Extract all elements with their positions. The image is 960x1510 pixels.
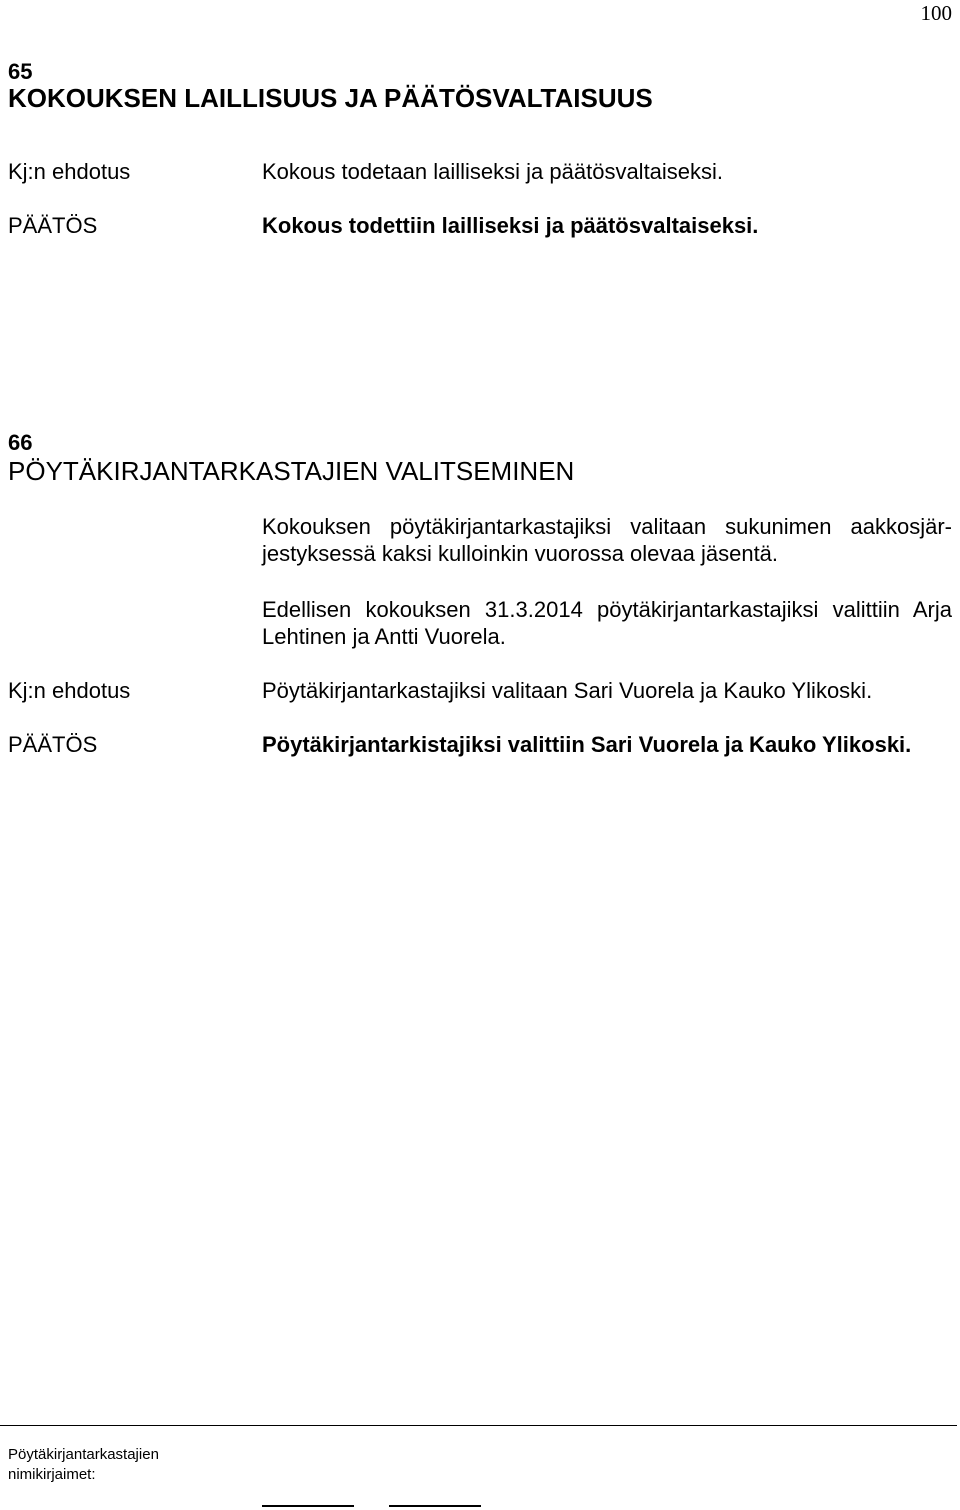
section-65-proposal-label: Kj:n ehdotus [8, 159, 131, 184]
section-66-proposal-text: Pöytäkirjantarkastajiksi valitaan Sari Vuorela ja Kauko Ylikoski. [262, 678, 873, 703]
footer-divider [0, 1425, 957, 1426]
section-66-number: 66 [8, 430, 33, 455]
section-66-paragraph-1: Kokouksen pöytäkirjantarkastajiksi valitaan sukunimen aakkosjärjestyksessä kaksi kulloinkin vuorossa olevaa jäsentä. [262, 514, 952, 566]
section-66-paragraph-2: Edellisen kokouksen 31.3.2014 pöytäkirjantarkastajiksi valittiin Arja Lehtinen ja Antti Vuorela. [262, 597, 952, 649]
section-66-decision-label: PÄÄTÖS [8, 732, 98, 757]
section-65-title: KOKOUKSEN LAILLISUUS JA PÄÄTÖSVALTAISUUS [8, 83, 653, 113]
footer-label-line-1: Pöytäkirjantarkastajien [8, 1446, 159, 1463]
footer-initials-label [8, 1445, 208, 1485]
section-66-title: PÖYTÄKIRJANTARKASTAJIEN VALITSEMINEN [8, 456, 575, 486]
section-65-decision-text: Kokous todettiin lailliseksi ja päätösvaltaiseksi. [262, 213, 759, 238]
footer-label-line-2: nimikirjaimet: [8, 1466, 96, 1483]
section-66-proposal-label: Kj:n ehdotus [8, 678, 131, 703]
section-65-decision-label: PÄÄTÖS [8, 213, 98, 238]
section-66-decision-text: Pöytäkirjantarkistajiksi valittiin Sari Vuorela ja Kauko Ylikoski. [262, 732, 912, 757]
signature-line-2 [389, 1505, 481, 1507]
section-65-number: 65 [8, 59, 33, 84]
section-65-proposal-text: Kokous todetaan lailliseksi ja päätösvaltaiseksi. [262, 159, 724, 184]
signature-line-1 [262, 1505, 354, 1507]
page-number: 100 [920, 1, 952, 25]
